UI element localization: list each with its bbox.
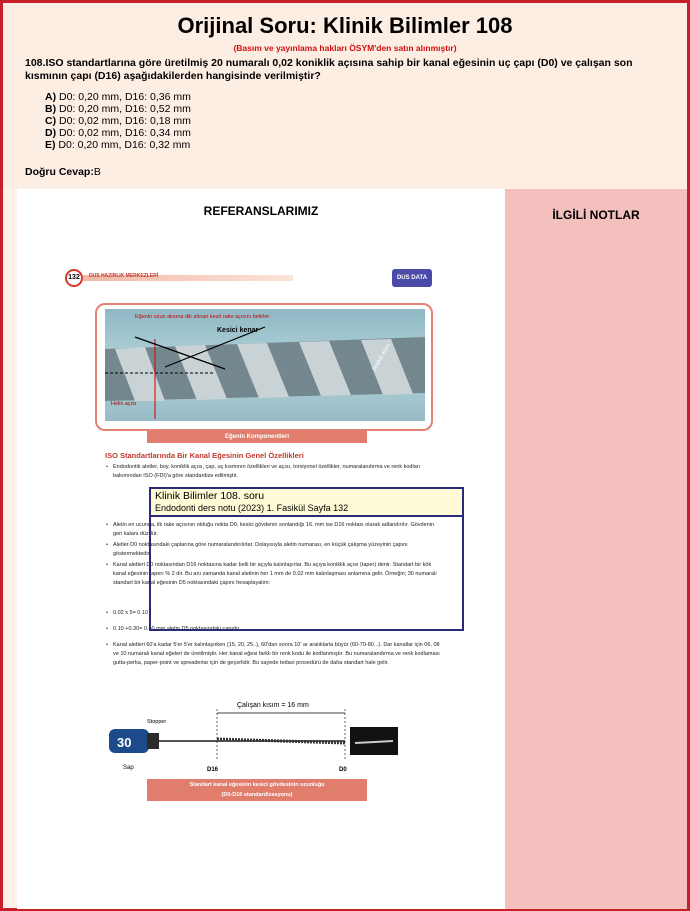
reference-label — [151, 489, 462, 517]
option-letter: A) — [45, 91, 57, 103]
publisher-logo: DUS DATA — [392, 269, 432, 287]
stopper-label: Stopper — [147, 719, 167, 725]
working-part-label: Çalışan kısım = 16 mm — [237, 702, 309, 709]
option-d — [45, 127, 191, 139]
option-list — [45, 91, 191, 151]
option-c — [45, 115, 191, 127]
reference-source: Endodonti ders notu (2023) 1. Fasikül Sayfa 132 — [155, 503, 349, 513]
reference-highlight-box — [149, 487, 464, 631]
page-title: Orijinal Soru: Klinik Bilimler 108 — [177, 13, 513, 38]
bullet-item: • Kanal aletleri 60'a kadar 5'er 5'er kalınlaşırken (15, 20, 25..), 60'dan sonra 10' ar aralıklarla büyür (60-70-80...). Dar kanallar için 06, 08 ve 10 numaralı kanal eğeleri de üretilmiştir. Her kanal eğesi farklı bir renk kodu ile kodlanmıştır. Bu numaralandırma ve renk kodlaması gutta-perka, paper-point ve spreaderlar için de geçerlidir. Bu sayede tedavi prosedürü de daha standart hale gelir. — [113, 641, 443, 668]
photo2-caption-line1: Standart kanal eğesinin kesici gövdesinin uzunluğu — [189, 782, 325, 788]
option-letter: C) — [45, 115, 57, 127]
bullet-item: • 0.02 x 5= 0.10 — [113, 609, 443, 618]
file-diagram-drawing — [87, 697, 427, 777]
flute-label: Boşluk alanı — [371, 343, 392, 372]
notes-heading: İLGİLİ NOTLAR — [552, 208, 640, 222]
answer-label: Doğru Cevap: — [25, 166, 94, 178]
option-text: D0: 0,20 mm, D16: 0,32 mm — [58, 139, 191, 151]
option-e — [45, 139, 191, 151]
option-text: D0: 0,20 mm, D16: 0,52 mm — [59, 103, 191, 115]
bullet-item: • Endodontik aletler, boy, koniklik açısı, çap, uç kısmının özellikleri ve açısı, torsiyonel özellikler, numaralandırma ve renk kodları bakımından ISO (FDI)'a göre standardize edilmiştir. — [113, 463, 443, 481]
section-title: ISO Standartlarında Bir Kanal Eğesinin Genel Özellikleri — [105, 451, 304, 460]
option-b — [45, 103, 191, 115]
reference-question: Klinik Bilimler 108. soru — [155, 490, 265, 502]
photo2-caption — [147, 779, 367, 801]
question-text — [25, 57, 645, 83]
book-header-text: DUS HAZIRLIK MERKEZLERİ — [89, 273, 159, 279]
bullet-item: • Aletin en ucunda, ilk rake açısının olduğu nokta D0, kesici gövdenin sonlandığı 16. mm ise D16 noktası olarak adlandırılır. Gövdenin geri kalanı düzdür. — [113, 521, 443, 539]
option-letter: D) — [45, 127, 57, 139]
answer-value: B — [93, 166, 101, 178]
option-letter: B) — [45, 103, 57, 115]
option-a — [45, 91, 191, 103]
cutting-edge-label: Kesici kenar — [217, 327, 259, 334]
correct-answer — [25, 166, 101, 178]
photo2-caption-line2: (D0-D16 standardizasyonu) — [221, 792, 293, 798]
option-text: D0: 0,20 mm, D16: 0,36 mm — [59, 91, 191, 103]
handle-label: Sap — [123, 765, 134, 771]
bullet-item: • Aletler D0 noktasındaki çaplarına göre numaralandırılırlar. Dolayısıyla aletin numarası, en küçük çalışma yüzeyinin çapını göstermektedir. — [113, 541, 443, 559]
file-closeup-drawing — [105, 309, 425, 421]
d16-label: D16 — [207, 767, 219, 773]
option-text: D0: 0,02 mm, D16: 0,34 mm — [59, 127, 191, 139]
d0-label: D0 — [339, 767, 347, 773]
photo1-caption: Eğenin Komponentleri — [147, 431, 367, 443]
question-panel — [3, 3, 687, 188]
endodontic-file-diagram — [87, 697, 427, 777]
notes-panel — [505, 189, 687, 909]
bullet-item: • 0.10 +0.30= 0.40 mm aletin D5 noktasındaki çapıdır. — [113, 625, 443, 634]
file-closeup-image — [105, 309, 425, 421]
helix-angle-label: Helix açısı — [111, 401, 137, 407]
photo-note-label: Eğenin uzun aksına dik alınan kesit rake açısını belirler — [135, 314, 270, 320]
option-letter: E) — [45, 139, 56, 151]
copyright-note: (Basım ve yayınlama hakları ÖSYM'den satın alınmıştır) — [233, 43, 457, 53]
question-body: ISO standartlarına göre üretilmiş 20 numaralı 0,02 koniklik açısına sahip bir kanal eğesinin uç çapı (D0) ve çalışan son kısmının çapı (D16) aşağıdakilerden hangisinde verilmiştir? — [25, 57, 633, 82]
book-page-number: 132 — [65, 269, 83, 287]
file-components-photo — [95, 303, 433, 431]
bullet-item: • Kanal aletleri D0 noktasından D16 noktasına kadar belli bir açıyla kalınlaşırlar. Bu açıya koniklik açısı (taper) denir. Standart bir kök kanal eğesinin taperı % 2 dir. Bu anı zamanda kanal aletinin her 1 mm de 0.02 mm kalınlaşması anlamına gelir. Örneğin; 30 numaralı standart bir kanal eğesinin D5 noktasındaki çapını hesaplayalım: — [113, 561, 443, 588]
file-number-label: 30 — [117, 735, 132, 750]
references-heading: REFERANSLARIMIZ — [203, 204, 319, 218]
question-number: 108. — [25, 57, 46, 69]
option-text: D0: 0,02 mm, D16: 0,18 mm — [59, 115, 191, 127]
